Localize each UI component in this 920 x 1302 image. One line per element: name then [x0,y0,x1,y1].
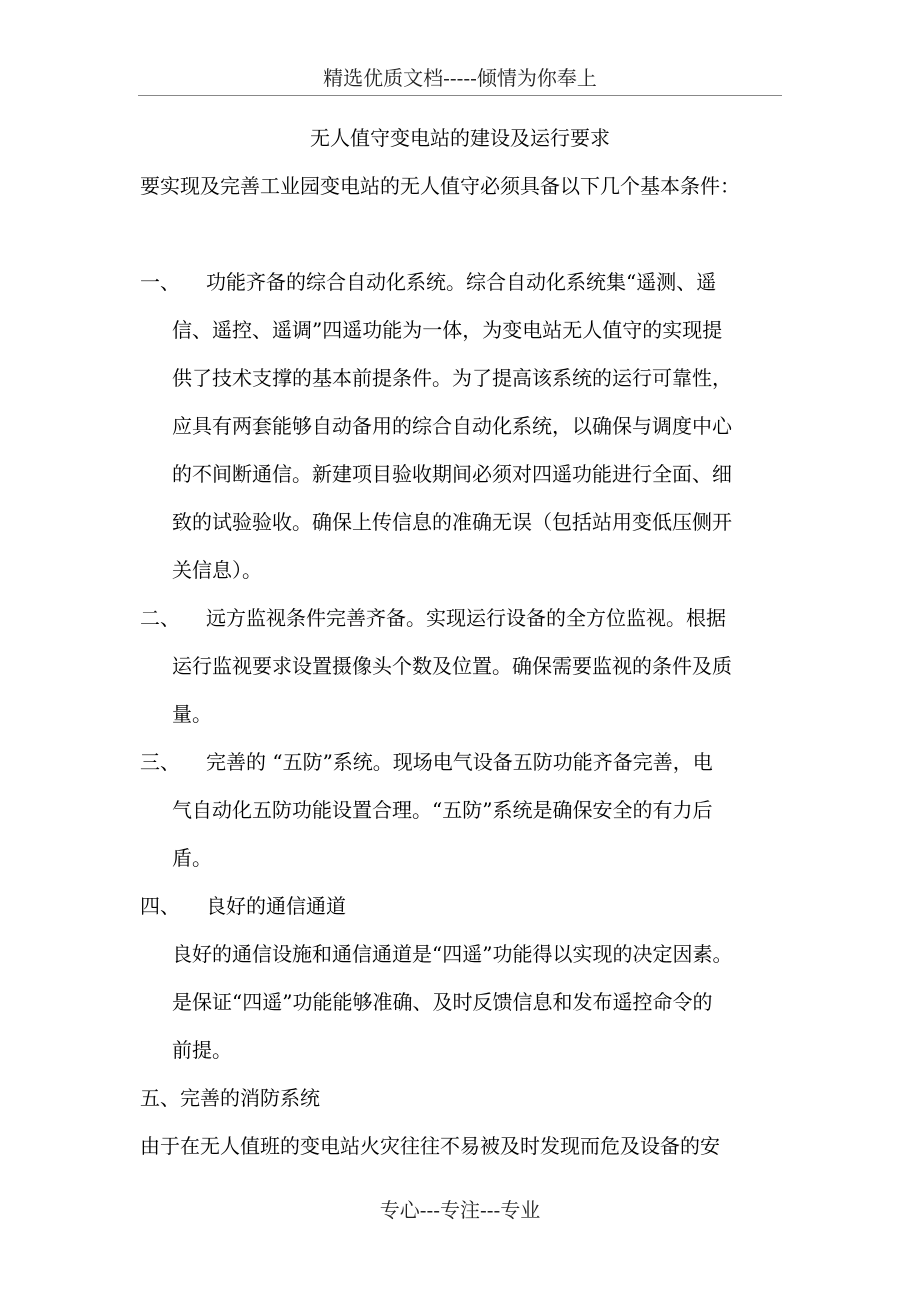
section-5-line: 由于在无人值班的变电站火灾往往不易被及时发现而危及设备的安 [140,1134,720,1158]
section-1-line: 的不间断通信。新建项目验收期间必须对四遥功能进行全面、细 [172,462,732,486]
section-4-heading [140,892,346,920]
intro-paragraph: 要实现及完善工业园变电站的无人值守必须具备以下几个基本条件： [140,174,740,198]
section-4-line: 前提。 [172,1038,232,1062]
section-number: 三、 [140,750,180,774]
section-1-heading [140,268,716,296]
section-4-line: 是保证“四遥”功能能够准确、及时反馈信息和发布遥控命令的 [172,990,713,1014]
section-1-line: 致的试验验收。确保上传信息的准确无误（包括站用变低压侧开 [172,510,732,534]
section-3-heading [140,748,713,776]
section-text: 远方监视条件完善齐备。实现运行设备的全方位监视。根据 [206,606,726,630]
section-1-line: 信、遥控、遥调”四遥功能为一体，为变电站无人值守的实现提 [172,318,723,342]
section-3-line: 盾。 [172,846,212,870]
section-5-heading: 五、完善的消防系统 [140,1086,320,1110]
section-3-line: 气自动化五防功能设置合理。“五防”系统是确保安全的有力后 [172,798,713,822]
section-1-line: 供了技术支撑的基本前提条件。为了提高该系统的运行可靠性， [172,366,732,390]
section-number: 二、 [140,606,180,630]
page-header: 精选优质文档-----倾情为你奉上 [323,66,597,90]
section-1-line: 关信息）。 [172,558,262,582]
section-1-line: 应具有两套能够自动备用的综合自动化系统，以确保与调度中心 [172,414,732,438]
section-4-line: 良好的通信设施和通信通道是“四遥”功能得以实现的决定因素。 [172,942,733,966]
section-number: 四、 [140,894,180,918]
section-text: 完善的 “五防”系统。现场电气设备五防功能齐备完善，电 [206,750,713,774]
section-2-heading [140,604,726,632]
section-number: 一、 [140,270,180,294]
document-title: 无人值守变电站的建设及运行要求 [310,126,610,150]
section-text: 功能齐备的综合自动化系统。综合自动化系统集“遥测、遥 [206,270,717,294]
section-text: 良好的通信通道 [206,894,346,918]
header-rule [138,95,782,96]
section-2-line: 运行监视要求设置摄像头个数及位置。确保需要监视的条件及质 [172,654,732,678]
page-footer: 专心---专注---专业 [379,1198,541,1222]
section-2-line: 量。 [172,702,212,726]
